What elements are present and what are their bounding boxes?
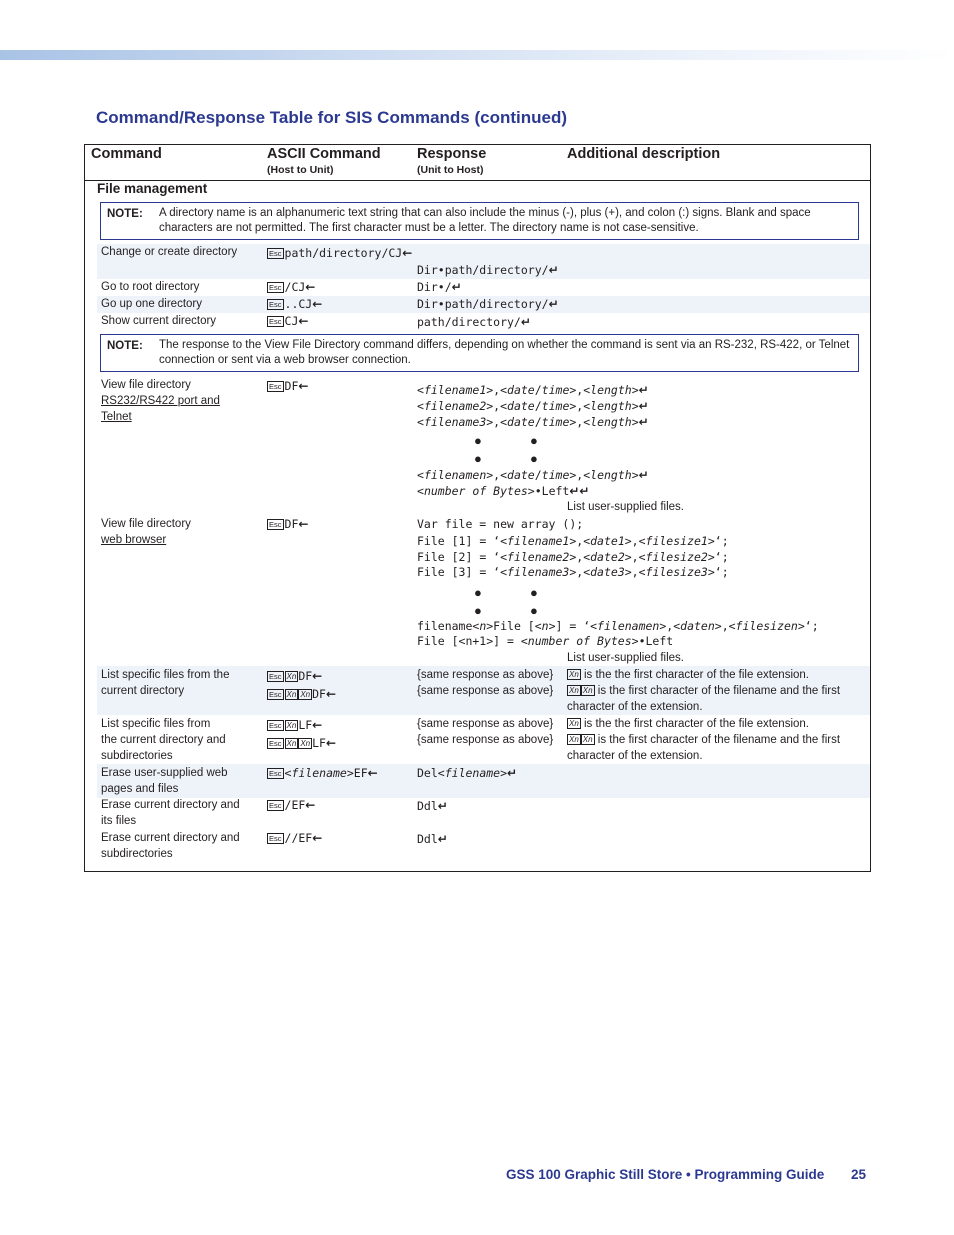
arrow-left-icon: ← (402, 246, 413, 260)
arrow-left-icon: ← (325, 687, 337, 701)
ascii-erase-dir: Esc /EF← (269, 798, 316, 812)
cmd-list-specific: List specific files from the (101, 669, 230, 681)
xn-key-icon: Xn (286, 739, 297, 748)
ellipsis-dot: ● (530, 603, 538, 618)
ascii-show-directory: Esc CJ← (269, 314, 309, 328)
xn-key-icon: Xn (582, 686, 593, 695)
arrow-left-icon: ← (305, 280, 316, 294)
return-icon: ↵ (569, 484, 580, 498)
return-icon: ↵ (638, 399, 649, 413)
cmd-view-rs232: View file directory (101, 379, 191, 391)
footer-guide-title: GSS 100 Graphic Still Store • Programming Guide (506, 1167, 825, 1182)
ellipsis-dot: ● (474, 433, 482, 448)
cmd-change-directory: Change or create directory (101, 246, 238, 258)
ellipsis-dot: ● (474, 603, 482, 618)
resp-same-1: {same response as above} (417, 718, 554, 730)
header-description: Additional description (567, 146, 721, 162)
esc-key-icon: Esc (269, 801, 282, 810)
return-icon: ↵ (638, 415, 649, 429)
esc-key-icon: Esc (269, 249, 282, 258)
ellipsis-dot: ● (530, 451, 538, 466)
esc-key-icon: Esc (269, 769, 282, 778)
cmd-view-web-link[interactable]: web browser (101, 534, 167, 546)
page-title: Command/Response Table for SIS Commands (continued) (96, 108, 568, 127)
resp-root-directory: Dir•/↵ (417, 280, 462, 294)
arrow-left-icon: ← (312, 669, 323, 683)
xn-key-icon: Xn (569, 670, 579, 679)
page-number: 25 (851, 1167, 867, 1182)
esc-key-icon: Esc (269, 739, 282, 748)
ascii-erase-sub: Esc //EF← (269, 831, 323, 845)
desc-view-rs232: List user-supplied files. (567, 501, 684, 513)
esc-key-icon: Esc (269, 721, 282, 730)
arrow-left-icon: ← (298, 517, 309, 531)
return-icon: ↵ (437, 832, 448, 846)
section-heading: File management (97, 181, 208, 196)
resp-same-2: {same response as above} (417, 685, 554, 697)
note-label: NOTE: (107, 340, 143, 352)
xn-key-icon: Xn (569, 735, 579, 744)
return-icon: ↵ (548, 297, 559, 311)
header-ascii-sub: (Host to Unit) (267, 164, 334, 176)
cmd-erase-sub-2: subdirectories (101, 848, 173, 860)
return-icon: ↵ (437, 799, 448, 813)
cmd-view-web: View file directory (101, 518, 191, 530)
resp-web-bytes: File [<n+1>] = <number of Bytes>•Left (417, 634, 674, 648)
cmd-erase-sub: Erase current directory and (101, 832, 240, 844)
arrow-left-icon: ← (298, 314, 309, 328)
esc-key-icon: Esc (269, 300, 282, 309)
esc-key-icon: Esc (269, 317, 282, 326)
ascii-view-rs232: Esc DF← (269, 379, 309, 393)
table-header (85, 145, 870, 181)
resp-show-directory: path/directory/↵ (417, 315, 531, 329)
resp-var-file: Var file = new array (); (417, 517, 584, 531)
header-gradient-bar (0, 50, 954, 60)
cmd-root-directory: Go to root directory (101, 281, 200, 293)
return-icon: ↵ (638, 383, 649, 397)
note-view-directory (100, 334, 859, 372)
ascii-root-directory: Esc /CJ← (269, 280, 316, 294)
resp-file-line: <filename3>,<date/time>,<length>↵ (417, 415, 649, 429)
ascii-change-directory: Esc path/directory/CJ← (269, 246, 413, 260)
ascii-view-web: Esc DF← (269, 517, 309, 531)
xn-key-icon: Xn (569, 686, 579, 695)
desc-list-sub-1: Xn is the the first character of the file extension. (569, 718, 809, 730)
xn-key-icon: Xn (300, 690, 311, 699)
cmd-show-directory: Show current directory (101, 315, 217, 327)
cmd-list-sub-2: the current directory and (101, 734, 226, 746)
ascii-up-directory: Esc ..CJ← (269, 297, 323, 311)
resp-same-1: {same response as above} (417, 669, 554, 681)
command-table (84, 144, 871, 872)
resp-web-line: File [3] = ‘<filename3>,<date3>,<filesize3>‘; (417, 565, 729, 579)
cmd-erase-web: Erase user-supplied web (101, 767, 228, 779)
cmd-up-directory: Go up one directory (101, 298, 203, 310)
desc-list-specific-3: character of the extension. (567, 701, 703, 713)
resp-change-directory: Dir•path/directory/↵ (417, 263, 559, 277)
ellipsis-dot: ● (474, 585, 482, 600)
desc-list-specific-1: Xn is the the first character of the file extension. (569, 669, 809, 681)
cmd-list-sub-3: subdirectories (101, 750, 173, 762)
ascii-erase-web: Esc <filename>EF← (269, 766, 378, 780)
resp-erase-sub: Ddl↵ (417, 832, 448, 846)
esc-key-icon: Esc (269, 520, 282, 529)
return-icon: ↵ (451, 280, 462, 294)
resp-file-line: <filename1>,<date/time>,<length>↵ (417, 383, 649, 397)
ellipsis-dot: ● (530, 433, 538, 448)
ellipsis-dot: ● (530, 585, 538, 600)
xn-key-icon: Xn (582, 735, 593, 744)
return-icon: ↵ (548, 263, 559, 277)
ascii-list-specific-2: Esc Xn Xn DF← (269, 687, 337, 701)
header-response-sub: (Unit to Host) (417, 164, 484, 176)
resp-erase-dir: Ddl↵ (417, 799, 448, 813)
esc-key-icon: Esc (269, 672, 282, 681)
arrow-left-icon: ← (298, 379, 309, 393)
ascii-list-specific-1: Esc Xn DF← (269, 669, 323, 683)
resp-web-line: File [2] = ‘<filename2>,<date2>,<filesize2>‘; (417, 550, 729, 564)
return-icon: ↵ (638, 468, 649, 482)
note-directory-name (100, 202, 859, 240)
ascii-list-sub-2: Esc Xn Xn LF← (269, 736, 337, 750)
xn-key-icon: Xn (286, 721, 297, 730)
resp-same-2: {same response as above} (417, 734, 554, 746)
header-ascii: ASCII Command (267, 146, 381, 162)
xn-key-icon: Xn (300, 739, 311, 748)
xn-key-icon: Xn (286, 690, 297, 699)
cmd-list-sub: List specific files from (101, 718, 211, 730)
esc-key-icon: Esc (269, 690, 282, 699)
note-text: A directory name is an alphanumeric text string that can also include the minus (-), plus (+), and colon (:) signs. Blank and space characters are not permitted. The first character must be a letter. The directory name is not case-sensitive. (159, 207, 811, 234)
esc-key-icon: Esc (269, 382, 282, 391)
cmd-erase-dir: Erase current directory and (101, 799, 240, 811)
resp-web-line: File [1] = ‘<filename1>,<date1>,<filesize1>‘; (417, 534, 729, 548)
return-icon: ↵ (507, 766, 518, 780)
esc-key-icon: Esc (269, 834, 282, 843)
desc-list-sub-3: character of the extension. (567, 750, 703, 762)
resp-web-last: filename<n>File [<n>] = ‘<filenamen>,<daten>,<filesizen>‘; (417, 619, 819, 633)
header-response: Response (417, 146, 487, 162)
desc-list-specific-2: Xn Xn is the first character of the filename and the first (569, 685, 841, 697)
header-command: Command (91, 146, 162, 162)
cmd-view-rs232-link[interactable]: RS232/RS422 port and (101, 395, 220, 407)
xn-key-icon: Xn (286, 672, 297, 681)
resp-up-directory: Dir•path/directory/↵ (417, 297, 559, 311)
arrow-left-icon: ← (325, 736, 337, 750)
note-label: NOTE: (107, 208, 143, 220)
esc-key-icon: Esc (269, 283, 282, 292)
resp-file-line: <filename2>,<date/time>,<length>↵ (417, 399, 649, 413)
desc-list-sub-2: Xn Xn is the first character of the filename and the first (569, 734, 841, 746)
resp-bytes-left: <number of Bytes>•Left↵↵ (417, 484, 590, 498)
arrow-left-icon: ← (305, 798, 316, 812)
cmd-erase-web-2: pages and files (101, 783, 179, 795)
cmd-erase-dir-2: its files (101, 815, 137, 827)
return-icon: ↵ (520, 315, 531, 329)
return-icon: ↵ (579, 484, 590, 498)
cmd-list-specific-2: current directory (101, 685, 185, 697)
arrow-left-icon: ← (312, 718, 323, 732)
resp-erase-web: Del<filename>↵ (417, 766, 518, 780)
resp-file-line: <filenamen>,<date/time>,<length>↵ (417, 468, 649, 482)
arrow-left-icon: ← (312, 831, 323, 845)
note-text: The response to the View File Directory command differs, depending on whether the command is sent via an RS-232, RS-422, or Telnet connection or sent via a web browser connection. (159, 339, 850, 366)
arrow-left-icon: ← (312, 297, 323, 311)
cmd-view-telnet-link[interactable]: Telnet (101, 411, 132, 423)
arrow-left-icon: ← (367, 766, 378, 780)
desc-view-web: List user-supplied files. (567, 652, 684, 664)
xn-key-icon: Xn (569, 719, 579, 728)
ascii-list-sub-1: Esc Xn LF← (269, 718, 323, 732)
ellipsis-dot: ● (474, 451, 482, 466)
